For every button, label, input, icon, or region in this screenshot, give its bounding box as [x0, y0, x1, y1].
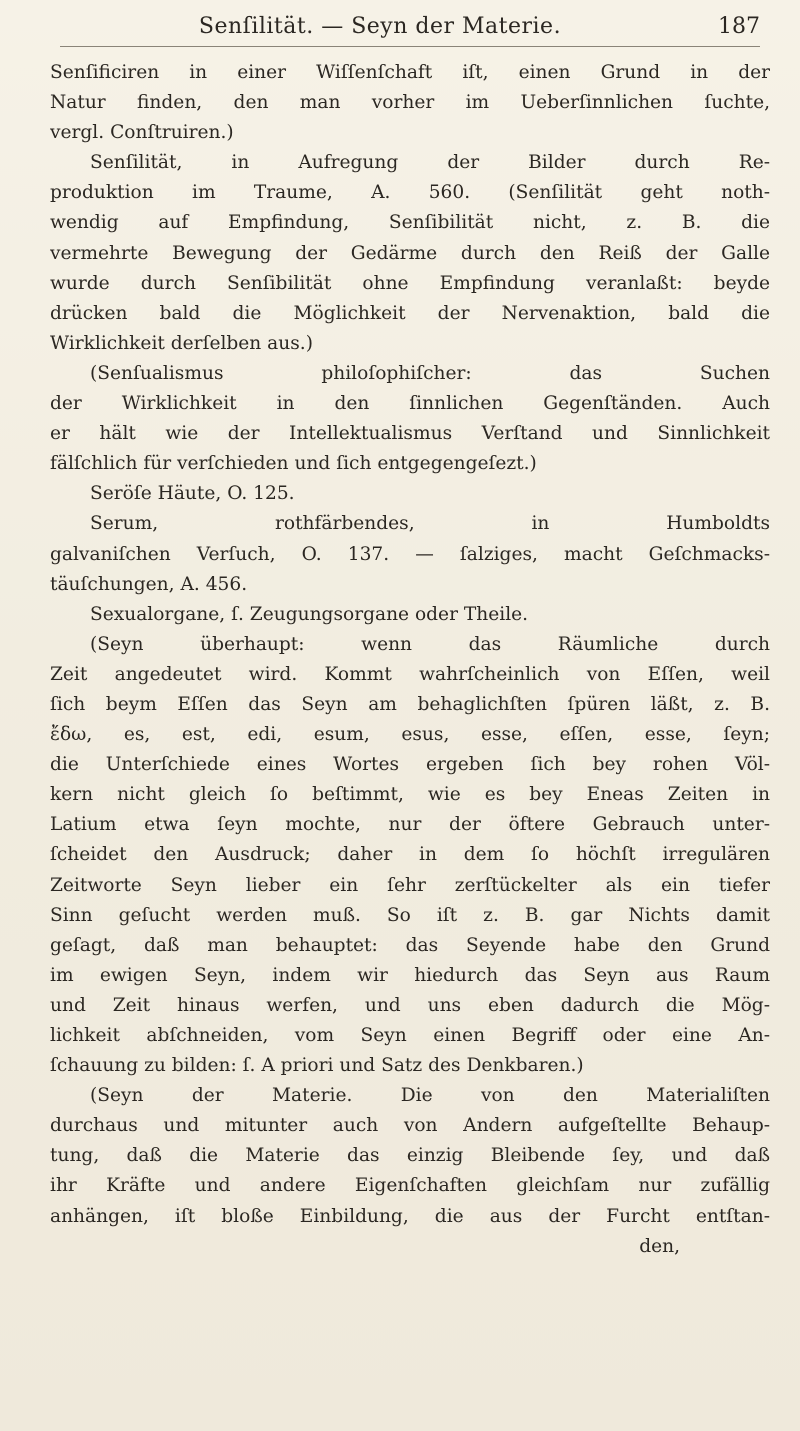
header-rule	[60, 46, 760, 47]
page-number: 187	[718, 14, 760, 39]
text-line: produktion im Traume, A. 560. (Senſilität geht noth-	[50, 182, 770, 204]
text-line: vermehrte Bewegung der Gedärme durch den Reiß der Galle	[50, 242, 770, 264]
text-line: wendig auf Empfindung, Senſibilität nicht, z. B. die	[50, 212, 770, 234]
text-line: geſagt, daß man behauptet: das Seyende habe den Grund	[50, 934, 770, 956]
entry-serum: Serum, rothfärbendes, in Humboldts	[90, 513, 770, 535]
text-line: täuſchungen, A. 456.	[50, 573, 248, 595]
text-line: Sinn geſucht werden muß. So iſt z. B. gar Nichts damit	[50, 904, 770, 926]
text-line: Natur finden, den man vorher im Ueberſinnlichen ſuchte,	[50, 92, 770, 114]
entry-seroeſe-haeute: Seröſe Häute, O. 125.	[90, 483, 295, 505]
text-line: er hält wie der Intellektualismus Verſtand und Sinnlichkeit	[50, 423, 770, 445]
text-line: ſich beym Eſſen das Seyn am behaglichſten ſpüren läßt, z. B.	[50, 693, 770, 715]
text-line: ſchauung zu bilden: ſ. A priori und Satz des Denkbaren.)	[50, 1055, 584, 1077]
text-line: die Unterſchiede eines Wortes ergeben ſich bey rohen Völ-	[50, 754, 770, 776]
running-head: Senſilität. — Seyn der Materie.	[198, 14, 562, 39]
text-line: Zeitworte Seyn lieber ein ſehr zerſtückelter als ein tiefer	[50, 874, 770, 896]
text-line: den,	[639, 1235, 680, 1257]
text-line: ihr Kräfte und andere Eigenſchaften gleichſam nur zufällig	[50, 1175, 770, 1197]
text-line: der Wirklichkeit in den ſinnlichen Gegenſtänden. Auch	[50, 393, 770, 415]
text-line: Wirklichkeit derſelben aus.)	[50, 332, 313, 354]
entry-sexualorgane: Sexualorgane, ſ. Zeugungsorgane oder Theile.	[90, 603, 529, 625]
text-line: wurde durch Senſibilität ohne Empfindung veranlaßt: beyde	[50, 272, 770, 294]
text-line: anhängen, iſt bloße Einbildung, die aus der Furcht entſtan-	[50, 1205, 770, 1227]
entry-seyn-der-materie: (Seyn der Materie. Die von den Materialiſten	[90, 1085, 770, 1107]
text-line: galvaniſchen Verſuch, O. 137. — ſalziges, macht Geſchmacks-	[50, 543, 770, 565]
text-line: vergl. Conſtruiren.)	[50, 122, 234, 144]
text-line: fälſchlich für verſchieden und ſich entgegengeſezt.)	[50, 453, 537, 475]
page-header	[60, 14, 760, 50]
text-line: und Zeit hinaus werfen, und uns eben dadurch die Mög-	[50, 994, 770, 1016]
text-line: Latium etwa ſeyn mochte, nur der öftere Gebrauch unter-	[50, 814, 770, 836]
entry-seyn-ueberhaupt: (Seyn überhaupt: wenn das Räumliche durch	[90, 633, 770, 655]
entry-senſualismus: (Senſualismus philoſophiſcher: das Suchen	[90, 362, 770, 384]
entry-senſilitaet: Senſilität, in Aufregung der Bilder durch Re-	[90, 152, 770, 174]
text-line: ἔδω, es, est, edi, esum, esus, esse, eſſen, esse, ſeyn;	[50, 724, 770, 746]
text-line: ſcheidet den Ausdruck; daher in dem ſo höchſt irregulären	[50, 844, 770, 866]
text-line: Zeit angedeutet wird. Kommt wahrſcheinlich von Eſſen, weil	[50, 663, 770, 685]
body-text	[50, 58, 770, 1262]
text-line: Senſificiren in einer Wiſſenſchaft iſt, einen Grund in der	[50, 62, 770, 83]
text-line: lichkeit abſchneiden, vom Seyn einen Begriff oder eine An-	[50, 1025, 770, 1046]
text-line: tung, daß die Materie das einzig Bleibende ſey, und daß	[50, 1145, 770, 1167]
text-line: kern nicht gleich ſo beſtimmt, wie es bey Eneas Zeiten in	[50, 784, 770, 806]
text-line: durchaus und mitunter auch von Andern aufgeſtellte Behaup-	[50, 1115, 770, 1137]
text-line: drücken bald die Möglichkeit der Nervenaktion, bald die	[50, 302, 770, 324]
text-line: im ewigen Seyn, indem wir hiedurch das Seyn aus Raum	[50, 964, 770, 986]
